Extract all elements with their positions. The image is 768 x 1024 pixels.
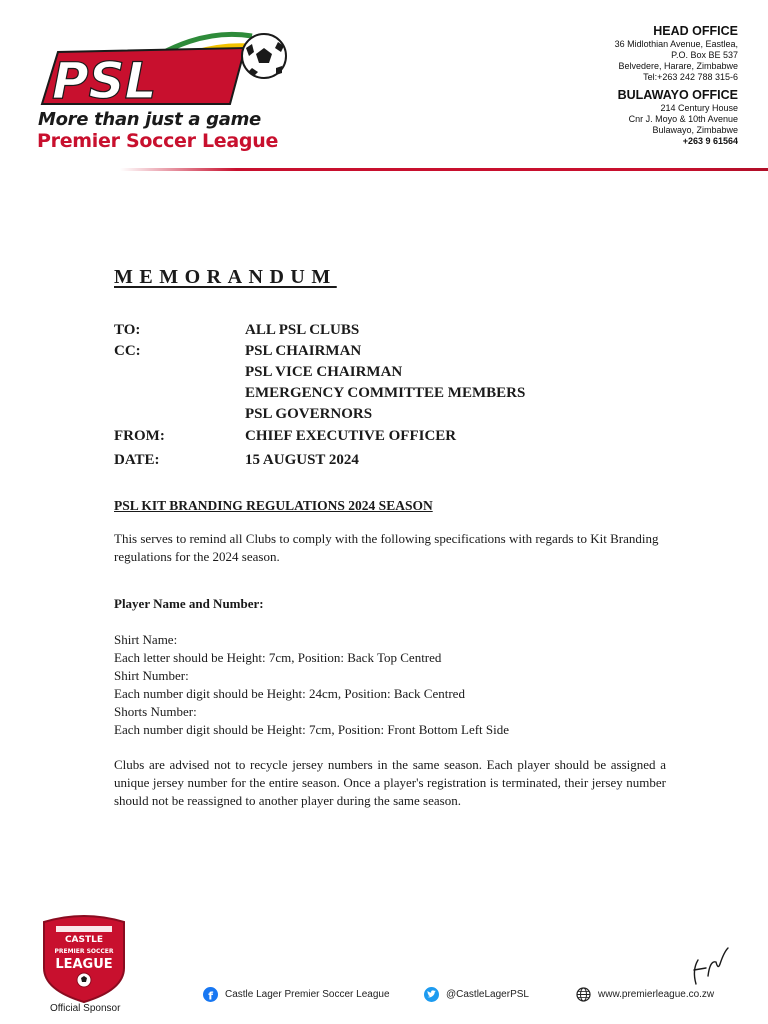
date-label: DATE: [114,452,160,468]
closing-paragraph: Clubs are advised not to recycle jersey numbers in the same season. Each player should be assigned a unique jersey number for the entire season. Once a player's registration is terminated, their jersey number should not be reassigned to another player during the same season. [114,757,666,808]
badge-text-bottom: LEAGUE [55,957,113,972]
address-line: P.O. Box BE 537 [671,50,738,60]
spec-line: Shirt Number: [114,668,189,683]
svg-text:f: f [208,989,213,1002]
psl-logo [30,24,300,164]
cc-value: PSL CHAIRMAN [245,343,362,359]
cc-label: CC: [114,343,141,359]
address-line: Cnr J. Moyo & 10th Avenue [628,114,738,124]
badge-text-top: CASTLE [64,935,104,945]
address-line: Bulawayo, Zimbabwe [652,125,738,135]
facebook-link[interactable] [203,987,390,1002]
league-name: Premier Soccer League [37,130,279,152]
from-value: CHIEF EXECUTIVE OFFICER [245,428,457,444]
twitter-icon [424,987,439,1002]
from-label: FROM: [114,428,165,444]
facebook-icon [203,987,218,1002]
castle-psl-badge [38,912,130,1004]
memo-subject: PSL KIT BRANDING REGULATIONS 2024 SEASON [114,498,433,513]
memo-title: MEMORANDUM [114,266,337,288]
spec-line: Shirt Name: [114,632,178,647]
letterhead-divider [120,168,768,171]
address-line: 36 Midlothian Avenue, Eastlea, [614,39,738,49]
address-line: 214 Century House [660,103,738,113]
to-value: ALL PSL CLUBS [245,322,360,338]
cc-value: PSL VICE CHAIRMAN [245,364,403,380]
facebook-handle: Castle Lager Premier Soccer League [225,989,390,1000]
address-line: Belvedere, Harare, Zimbabwe [618,61,738,71]
spec-line: Shorts Number: [114,704,197,719]
cc-value: EMERGENCY COMMITTEE MEMBERS [245,385,526,401]
bulawayo-office-title: BULAWAYO OFFICE [617,88,738,102]
intro-paragraph: This serves to remind all Clubs to comply with the following specifications with regards to Kit Branding regulations for the 2024 season. [114,531,659,564]
twitter-handle: @CastleLagerPSL [446,989,529,1000]
spec-line: Each number digit should be Height: 7cm, Position: Front Bottom Left Side [114,722,510,737]
twitter-link[interactable] [424,987,529,1002]
cc-value: PSL GOVERNORS [245,406,373,422]
head-office-title: HEAD OFFICE [653,24,738,38]
phone-number: +263 9 61564 [682,136,738,146]
globe-icon [576,987,591,1002]
psl-logo-graphic [30,24,300,114]
signature-icon [682,940,742,990]
head-office-address [615,24,738,83]
logo-wordmark: PSL [52,52,157,110]
handwritten-initials [682,940,742,995]
section-heading: Player Name and Number: [114,596,264,611]
spec-line: Each number digit should be Height: 24cm, Position: Back Centred [114,686,465,701]
soccer-ball-icon [242,34,286,78]
badge-text-middle: PREMIER SOCCER [54,948,114,955]
spec-line: Each letter should be Height: 7cm, Position: Back Top Centred [114,650,442,665]
official-sponsor-label: Official Sponsor [50,1003,121,1014]
date-value: 15 AUGUST 2024 [245,452,359,468]
website-url: www.premierleague.co.zw [598,989,715,1000]
bulawayo-office-address [618,88,738,147]
badge-shield-icon [38,912,130,1004]
to-label: TO: [114,322,141,338]
tagline: More than just a game [38,109,261,130]
phone-number: Tel:+263 242 788 315-6 [643,72,738,82]
